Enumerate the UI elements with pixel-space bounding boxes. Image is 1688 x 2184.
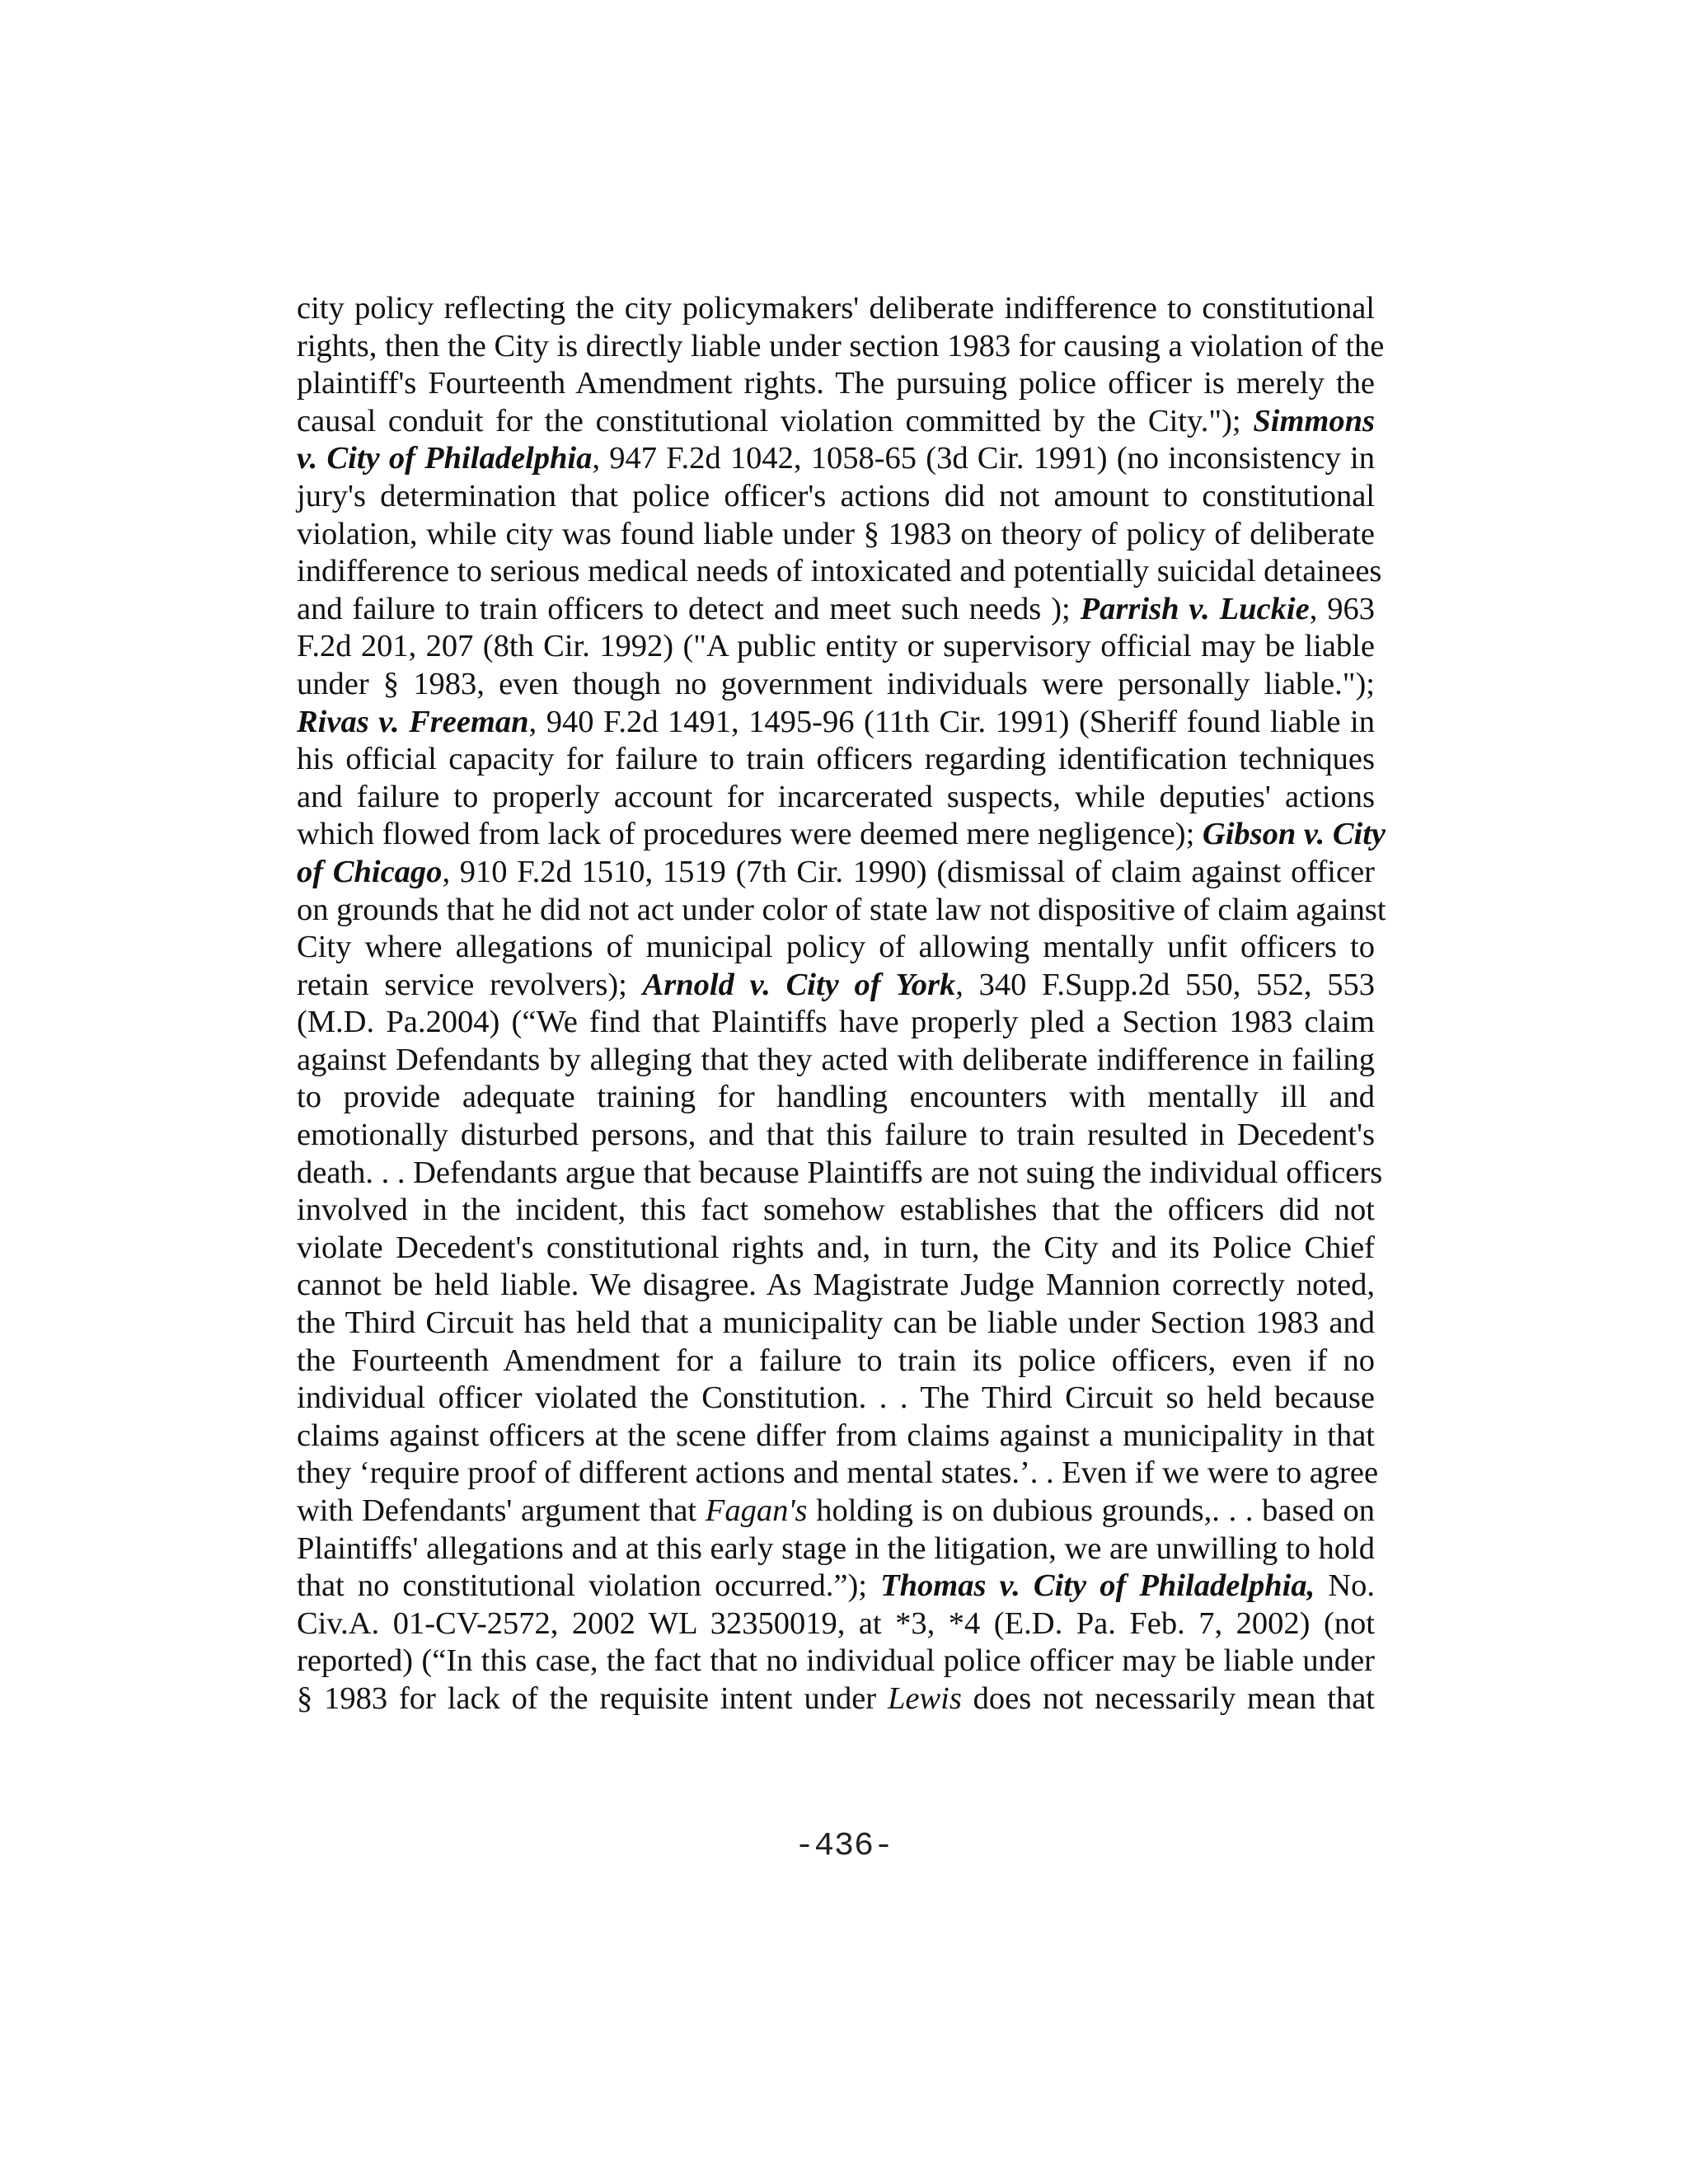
italic-term: Fagan's — [705, 1493, 808, 1528]
text-segment: violate Decedent's constitutional rights and, in turn, the City and its Police Chief — [297, 1230, 1375, 1265]
text-segment: emotionally disturbed persons, and that this failure to train resulted in Decedent's — [297, 1118, 1375, 1153]
text-segment: Plaintiffs' allegations and at this early stage in the litigation, we are unwilling to hold — [297, 1530, 1375, 1566]
case-citation: v. City of Philadelphia — [297, 441, 593, 476]
text-line — [297, 1117, 1375, 1155]
case-citation: Gibson v. City — [1202, 817, 1386, 852]
text-segment: does not necessarily mean that — [961, 1680, 1376, 1716]
text-segment: holding is on dubious grounds,. . . based on — [807, 1493, 1375, 1528]
text-segment: they ‘require proof of different actions and mental states.’. . Even if we were to agree — [297, 1455, 1379, 1491]
text-line — [297, 704, 1375, 742]
text-line — [297, 591, 1375, 629]
text-line — [297, 1455, 1379, 1493]
text-segment: , 340 F.Supp.2d 550, 552, 553 — [955, 967, 1375, 1002]
text-segment: death. . . Defendants argue that because Plaintiffs are not suing the individual officers — [297, 1155, 1383, 1190]
text-line — [297, 779, 1375, 817]
text-segment: , 963 — [1309, 591, 1375, 626]
text-line — [297, 1042, 1375, 1080]
text-segment: the Fourteenth Amendment for a failure to train its police officers, even if no — [297, 1343, 1375, 1378]
text-line — [297, 1079, 1375, 1117]
text-segment: F.2d 201, 207 (8th Cir. 1992) ("A public entity or supervisory official may be liable — [297, 629, 1375, 664]
text-segment: plaintiff's Fourteenth Amendment rights. The pursuing police officer is merely the — [297, 366, 1375, 401]
text-segment: his official capacity for failure to train officers regarding identification techniques — [297, 742, 1375, 777]
text-segment: and failure to properly account for incarcerated suspects, while deputies' actions — [297, 779, 1375, 814]
text-segment: No. — [1315, 1568, 1375, 1604]
case-citation: Simmons — [1253, 403, 1375, 438]
text-segment: jury's determination that police officer's actions did not amount to constitutional — [297, 478, 1375, 513]
italic-term: Lewis — [887, 1680, 962, 1716]
text-segment: city policy reflecting the city policymakers' deliberate indifference to constitutional — [297, 291, 1375, 326]
text-line — [297, 666, 1375, 704]
text-line — [297, 1155, 1383, 1193]
text-segment: causal conduit for the constitutional violation committed by the City."); — [297, 403, 1254, 438]
text-segment: against Defendants by alleging that they acted with deliberate indifference in failing — [297, 1042, 1375, 1077]
text-line — [297, 892, 1386, 930]
text-segment: claims against officers at the scene differ from claims against a municipality in that — [297, 1418, 1375, 1453]
text-line — [297, 1305, 1375, 1343]
text-segment: , 947 F.2d 1042, 1058-65 (3d Cir. 1991) (no inconsistency in — [592, 441, 1376, 476]
text-line — [297, 929, 1375, 967]
text-line — [297, 328, 1385, 366]
text-line — [297, 628, 1375, 666]
text-segment: involved in the incident, this fact somehow establishes that the officers did not — [297, 1193, 1375, 1228]
text-line — [297, 1192, 1375, 1230]
text-line — [297, 1004, 1375, 1042]
text-segment: under § 1983, even though no government individuals were personally liable."); — [297, 666, 1375, 701]
text-line — [297, 816, 1386, 854]
text-line — [297, 1605, 1375, 1643]
text-line — [297, 1380, 1375, 1418]
text-line — [297, 1418, 1375, 1455]
case-citation: of Chicago — [297, 854, 443, 889]
case-citation: Arnold v. City of York — [642, 967, 956, 1002]
text-segment: rights, then the City is directly liable under section 1983 for causing a violation of the — [297, 328, 1385, 363]
text-line — [297, 854, 1375, 892]
text-segment: § 1983 for lack of the requisite intent under — [297, 1680, 888, 1716]
case-citation: Parrish v. Luckie — [1080, 591, 1310, 626]
text-segment: reported) (“In this case, the fact that no individual police officer may be liable under — [297, 1643, 1375, 1679]
case-citation: Rivas v. Freeman — [297, 704, 529, 739]
text-line — [297, 1643, 1375, 1680]
text-line — [297, 365, 1375, 403]
text-line — [297, 1680, 1375, 1718]
text-line — [297, 403, 1375, 441]
text-line — [297, 1267, 1375, 1305]
text-segment: individual officer violated the Constitution. . . The Third Circuit so held because — [297, 1380, 1375, 1416]
text-segment: cannot be held liable. We disagree. As Magistrate Judge Mannion correctly noted, — [297, 1268, 1375, 1303]
text-line — [297, 1530, 1375, 1568]
text-line — [297, 290, 1375, 328]
text-segment: , 910 F.2d 1510, 1519 (7th Cir. 1990) (dismissal of claim against officer — [442, 854, 1375, 889]
text-line — [297, 516, 1375, 554]
text-line — [297, 967, 1375, 1005]
text-segment: (M.D. Pa.2004) (“We find that Plaintiffs have properly pled a Section 1983 claim — [297, 1005, 1375, 1040]
text-segment: and failure to train officers to detect and meet such needs ); — [297, 591, 1081, 626]
text-segment: which flowed from lack of procedures were deemed mere negligence); — [297, 817, 1203, 852]
text-segment: violation, while city was found liable under § 1983 on theory of policy of deliberate — [297, 516, 1375, 551]
text-line — [297, 1568, 1375, 1605]
text-line — [297, 553, 1382, 591]
text-line — [297, 741, 1375, 779]
text-line — [297, 440, 1375, 478]
text-line — [297, 1230, 1375, 1268]
text-segment: on grounds that he did not act under color of state law not dispositive of claim against — [297, 892, 1386, 927]
case-citation: Thomas v. City of Philadelphia, — [880, 1568, 1315, 1604]
text-segment: to provide adequate training for handling encounters with mentally ill and — [297, 1080, 1375, 1115]
text-segment: indifference to serious medical needs of intoxicated and potentially suicidal detainees — [297, 554, 1382, 589]
text-line — [297, 478, 1375, 516]
text-line — [297, 1343, 1375, 1380]
text-line — [297, 1493, 1375, 1530]
text-segment: the Third Circuit has held that a municipality can be liable under Section 1983 and — [297, 1305, 1375, 1341]
text-segment: with Defendants' argument that — [297, 1493, 706, 1528]
text-segment: , 940 F.2d 1491, 1495-96 (11th Cir. 1991) (Sheriff found liable in — [528, 704, 1375, 739]
text-segment: retain service revolvers); — [297, 967, 643, 1002]
text-segment: Civ.A. 01-CV-2572, 2002 WL 32350019, at *3, *4 (E.D. Pa. Feb. 7, 2002) (not — [297, 1605, 1375, 1641]
text-segment: City where allegations of municipal policy of allowing mentally unfit officers to — [297, 930, 1375, 965]
page-number: -436- — [794, 1828, 894, 1865]
text-segment: that no constitutional violation occurred.”); — [297, 1568, 881, 1604]
body-text — [297, 290, 1386, 1718]
